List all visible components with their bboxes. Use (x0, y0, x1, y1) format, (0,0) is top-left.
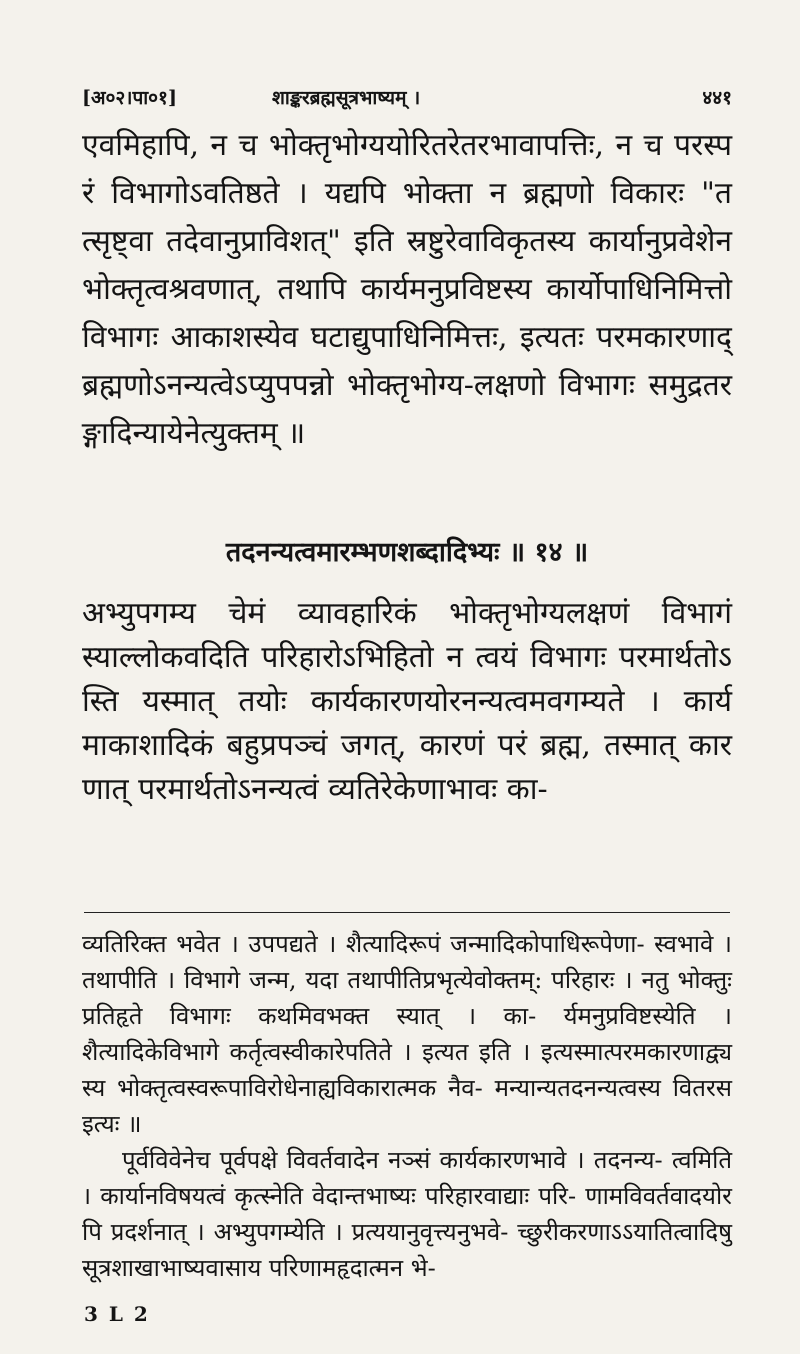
footnotes-block (82, 926, 732, 1286)
sutra-heading: तदनन्यत्वमारम्भणशब्दादिभ्यः ॥ १४ ॥ (225, 537, 589, 568)
commentary-block (82, 592, 732, 812)
footnote-paragraph: पूर्वविवेनेच पूर्वपक्षे विवर्तवादेन नञ्सं कार्यकारणभावे । तदनन्य- त्वमिति । कार्यानविषयत्वं कृत्स्नेति वेदान्तभाष्यः परिहारवाद्याः परि- णामविवर्तवादयोरपि प्रदर्शनात् । अभ्युपगम्येति । प्रत्ययानुवृत्त्यनुभवे- च्छुरीकरणाऽऽयातित्वादिषु सूत्रशाखाभाष्यवासाय परिणामहृदात्मन भे- (82, 1146, 732, 1282)
header-section-ref: [अ०२।पा०१] (82, 87, 177, 109)
main-paragraph: एवमिहापि, न च भोक्तृभोग्ययोरितरेतरभावापत्तिः, न च परस्परं विभागोऽवतिष्ठते । यद्यपि भोक्ता न ब्रह्मणो विकारः "तत्सृष्ट्वा तदेवानुप्राविशत्" इति स्रष्टुरेवाविकृतस्य कार्यानुप्रवेशेन भोक्तृत्वश्रवणात्, तथापि कार्यमनुप्रविष्टस्य कार्योपाधिनिमित्तो विभागः आकाशस्येव घटाद्युपाधिनिमित्तः, इत्यतः परमकारणाद् ब्रह्मणोऽनन्यत्वेऽप्युपपन्नो भोक्तृभोग्य-लक्षणो विभागः समुद्रतरङ्गादिन्यायेनेत्युक्तम् ॥ (82, 128, 732, 451)
footnote-divider (84, 912, 730, 913)
running-header (82, 84, 732, 116)
page-number: ४४१ (702, 87, 732, 109)
footnote-paragraph: व्यतिरिक्त भवेत । उपपद्यते । शैत्यादिरूपं जन्मादिकोपाधिरूपेणा- स्वभावे । तथापीति । विभागे जन्म, यदा तथापीतिप्रभृत्येवोक्तम्: परिहारः । नतु भोक्तुः प्रतिहृते विभागः कथमिवभक्त स्यात् । का- र्यमनुप्रविष्टस्येति । शैत्यादिकेविभागे कर्तृत्वस्वीकारेपतिते । इत्यत इति । इत्यस्मात्परमकारणाद्व्यस्य भोक्तृत्वस्वरूपाविरोधेनाह्यविकारात्मक नैव- मन्यान्यतदनन्यत्वस्य वितरस इत्यः ॥ (82, 930, 732, 1138)
main-text-block (82, 122, 732, 458)
commentary-paragraph: अभ्युपगम्य चेमं व्यावहारिकं भोक्तृभोग्यलक्षणं विभागं स्याल्लोकवदिति परिहारोऽभिहितो न त्वयं विभागः परमार्थतोऽस्ति यस्मात् तयोः कार्यकारणयोरनन्यत्वमवगम्यते । कार्यमाकाशादिकं बहुप्रपञ्चं जगत्, कारणं परं ब्रह्म, तस्मात् कारणात् परमार्थतोऽनन्यत्वं व्यतिरेकेणाभावः का- (82, 596, 732, 807)
header-book-title: शाङ्करब्रह्मसूत्रभाष्यम् । (272, 87, 421, 109)
printer-signature-mark: 3 L 2 (84, 1302, 150, 1326)
